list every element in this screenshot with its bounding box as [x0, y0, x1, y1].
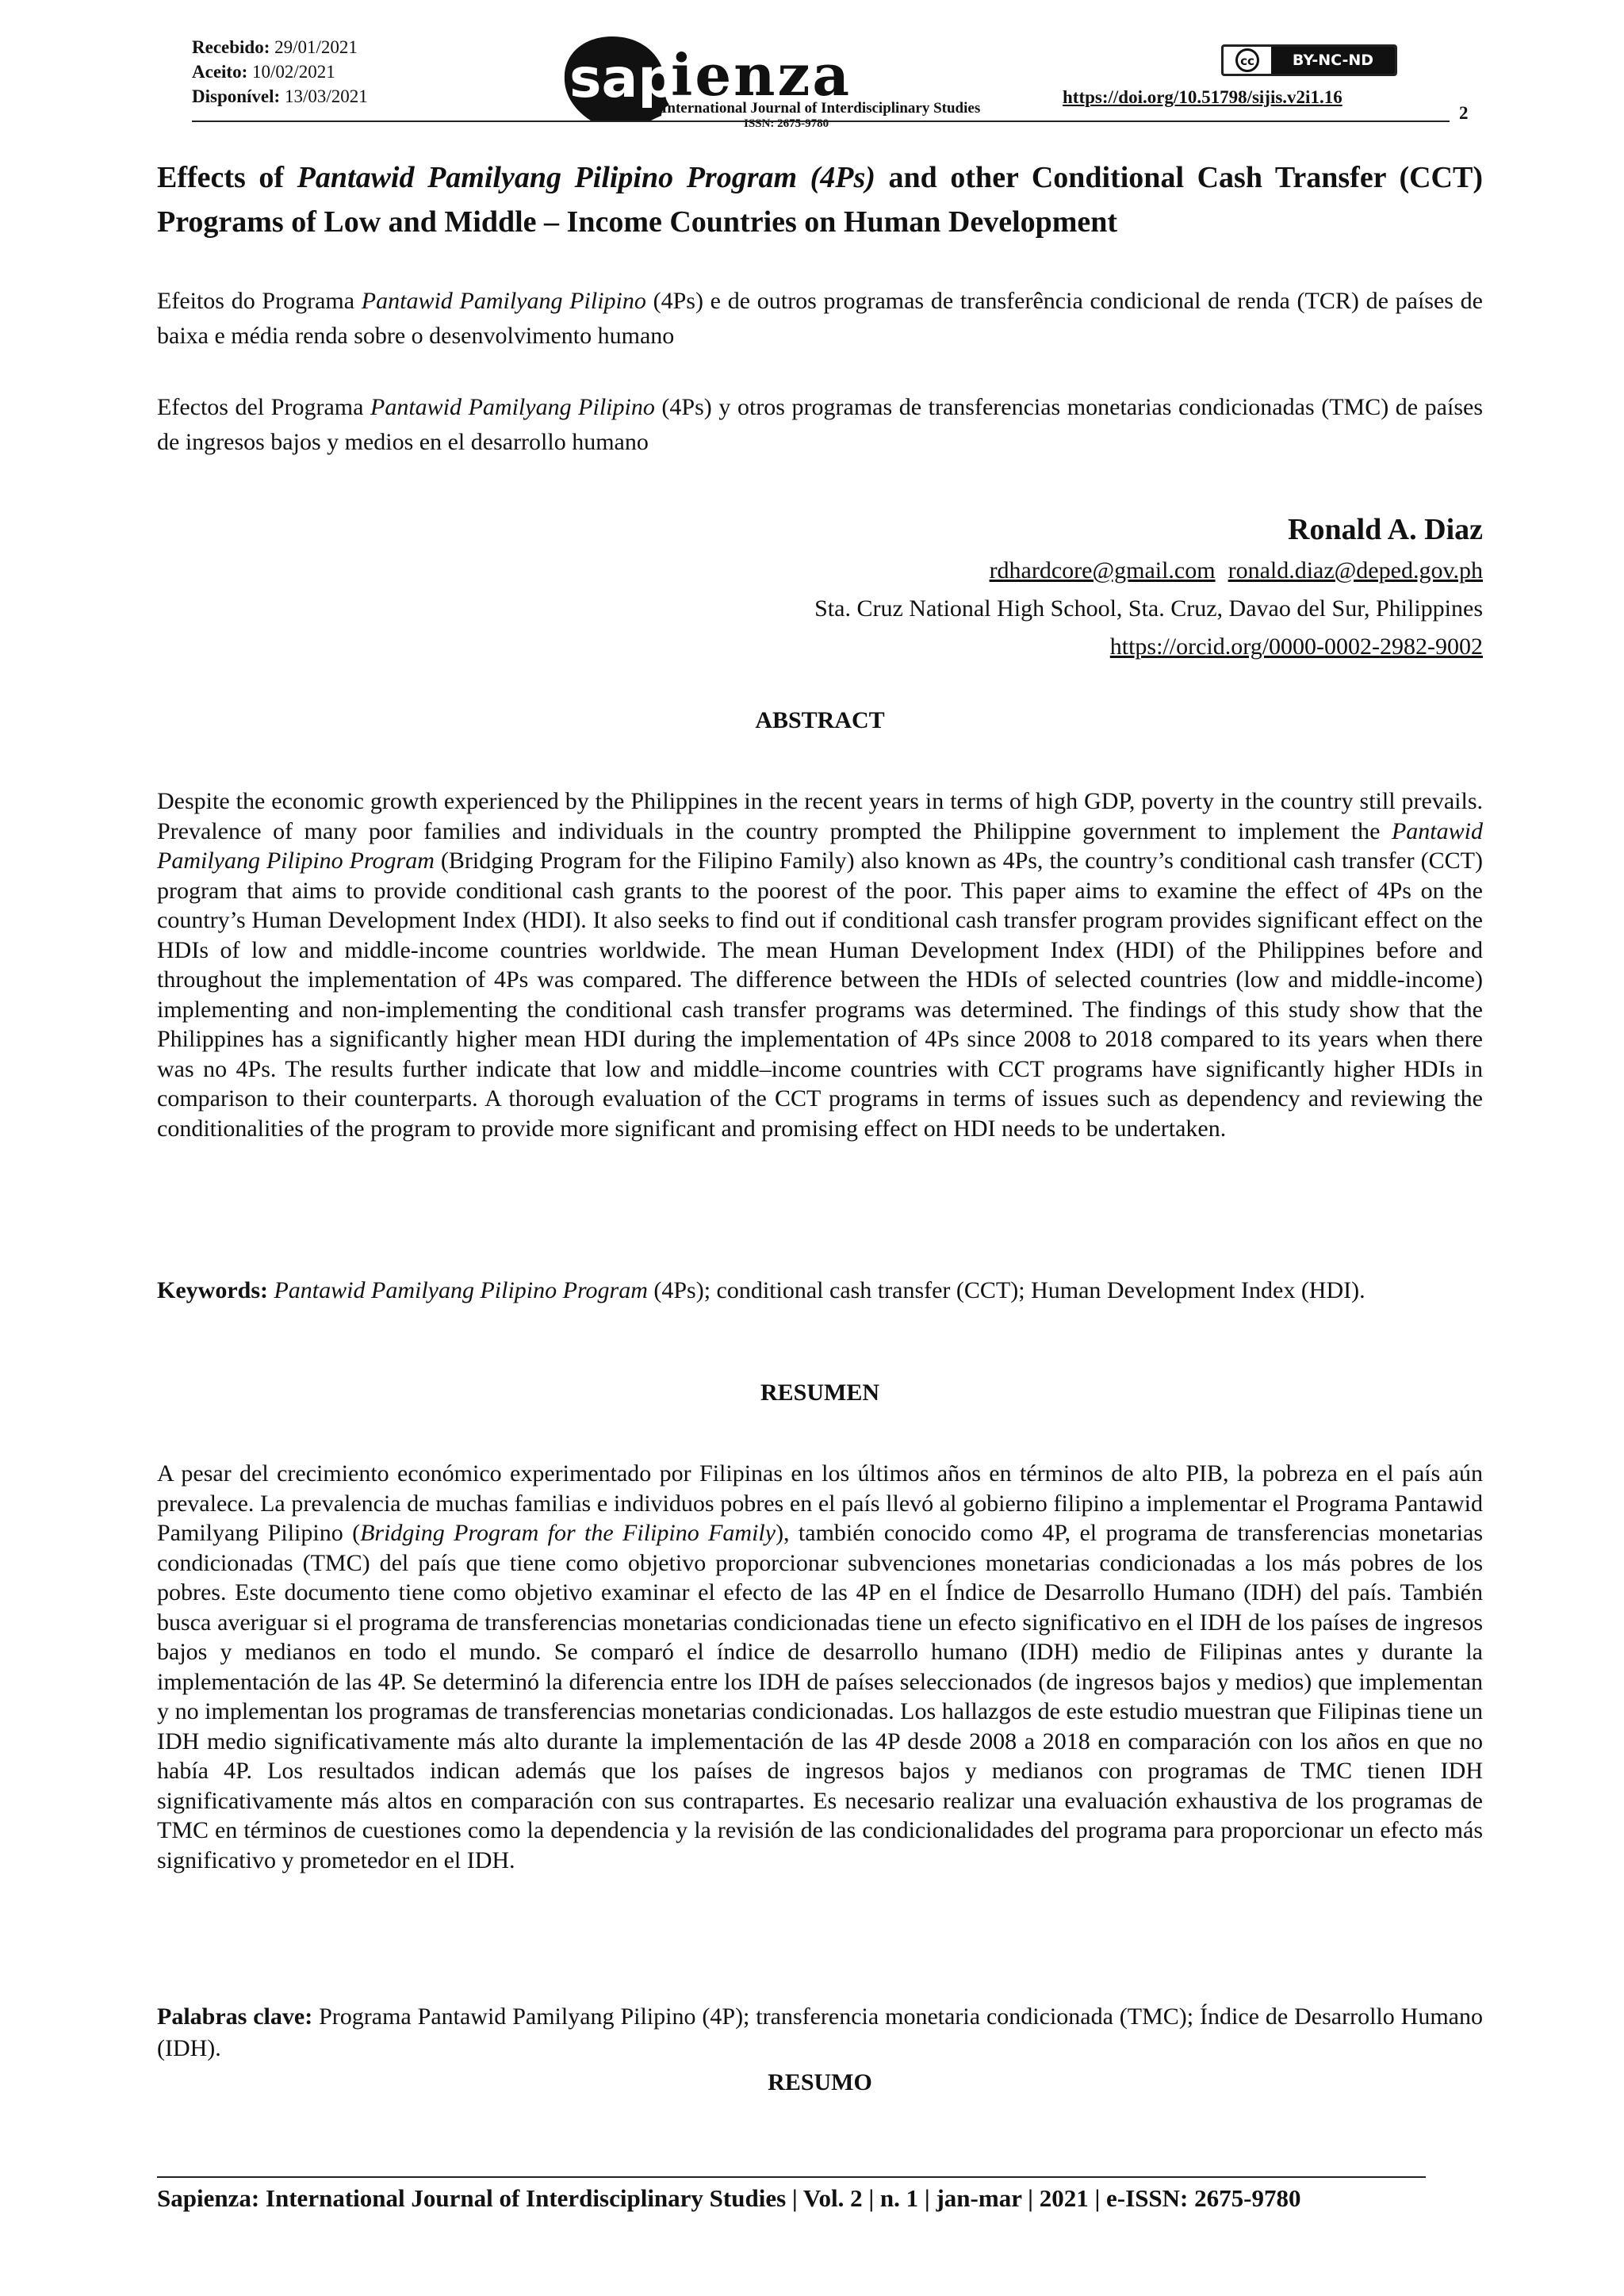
author-orcid — [814, 628, 1483, 666]
page-footer: Sapienza: International Journal of Interdisciplinary Studies | Vol. 2 | n. 1 | jan-mar | 2021 | e-ISSN: 2675-9780 — [157, 2184, 1301, 2212]
logo-text-right: ienza — [671, 41, 852, 109]
abstract-heading: ABSTRACT — [755, 707, 885, 733]
title-portuguese: Efeitos do Programa Pantawid Pamilyang Pilipino (4Ps) e de outros programas de transferência condicional de renda (TCR) de países de baixa e média renda sobre o desenvolvimento humano — [157, 288, 1483, 349]
license-label: BY-NC-ND — [1271, 47, 1395, 74]
abstract-text: Despite the economic growth experienced by the Philippines in the recent years in terms of high GDP, poverty in the country still prevails. Prevalence of many poor families and individuals in the country prompted the Philippine government to implement the Pantawid Pamilyang Pilipino Program (Bridging Program for the Filipino Family) also known as 4Ps, the country’s conditional cash transfer (CCT) program that aims to provide conditional cash grants to the poorest of the poor. This paper aims to examine the effect of 4Ps on the country’s Human Development Index (HDI). It also seeks to find out if conditional cash transfer program provides significant effect on the HDIs of low and middle-income countries worldwide. The mean Human Development Index (HDI) of the Philippines before and throughout the implementation of 4Ps was compared. The difference between the HDIs of selected countries (low and middle-income) implementing and non-implementing the conditional cash transfer programs was determined. The findings of this study show that the Philippines has a significantly higher mean HDI during the implementation of 4Ps since 2008 to 2018 compared to its years when there was no 4Ps. The results further indicate that low and middle–income countries with CCT programs have significantly higher HDIs in comparison to their counterparts. A thorough evaluation of the CCT programs in terms of issues such as dependency and reviewing the conditionalities of the program to provide more significant and promising effect on HDI needs to be undertaken. — [157, 788, 1483, 1142]
orcid-link[interactable]: https://orcid.org/0000-0002-2982-9002 — [1109, 633, 1483, 660]
footer-divider — [157, 2176, 1426, 2178]
author-email-link-2[interactable]: ronald.diaz@deped.gov.ph — [1228, 557, 1483, 584]
keywords: Keywords: Pantawid Pamilyang Pilipino Program (4Ps); conditional cash transfer (CCT); Human Development Index (HDI). — [157, 1277, 1365, 1303]
author-affiliation: Sta. Cruz National High School, Sta. Cruz, Davao del Sur, Philippines — [814, 595, 1483, 622]
available-date: Disponível: 13/03/2021 — [192, 86, 368, 106]
title-spanish: Efectos del Programa Pantawid Pamilyang Pilipino (4Ps) y otros programas de transferencias monetarias condicionadas (TMC) de países de ingresos bajos y medios en el desarrollo humano — [157, 394, 1483, 455]
license-badge[interactable] — [1221, 44, 1397, 76]
logo-subtitle: International Journal of Interdisciplinary Studies — [661, 100, 981, 117]
resumen-heading: RESUMEN — [760, 1380, 879, 1406]
logo-text-left: sap — [569, 48, 677, 110]
doi-link[interactable]: https://doi.org/10.51798/sijis.v2i1.16 — [1063, 87, 1342, 107]
submission-dates — [192, 35, 368, 109]
author-block — [814, 507, 1483, 666]
header-divider — [192, 121, 1450, 122]
journal-logo — [546, 33, 990, 128]
creative-commons-icon: cc — [1224, 47, 1271, 74]
author-emails — [814, 552, 1483, 590]
logo-issn: ISSN: 2675-9780 — [744, 117, 829, 128]
palabras-clave: Palabras clave: Programa Pantawid Pamilyang Pilipino (4P); transferencia monetaria condicionada (TMC); Índice de Desarrollo Humano (IDH). — [157, 2003, 1483, 2061]
resumen-text: A pesar del crecimiento económico experimentado por Filipinas en los últimos años en términos de alto PIB, la pobreza en el país aún prevalece. La prevalencia de muchas familias e individuos pobres en el país llevó al gobierno filipino a implementar el Programa Pantawid Pamilyang Pilipino (Bridging Program for the Filipino Family), también conocido como 4P, el programa de transferencias monetarias condicionadas (TMC) del país que tiene como objetivo proporcionar subvenciones monetarias condicionadas a los más pobres de los pobres. Este documento tiene como objetivo examinar el efecto de las 4P en el Índice de Desarrollo Humano (IDH) del país. También busca averiguar si el programa de transferencias monetarias condicionadas tiene un efecto significativo en el IDH de los países de ingresos bajos y medianos en todo el mundo. Se comparó el índice de desarrollo humano (IDH) medio de Filipinas antes y durante la implementación de las 4P. Se determinó la diferencia entre los IDH de países seleccionados (de ingresos bajos y medios) que implementan y no implementan los programas de transferencias monetarias condicionadas. Los hallazgos de este estudio muestran que Filipinas tiene un IDH medio significativamente más alto durante la implementación de las 4P desde 2008 a 2018 en comparación con los años en que no había 4P. Los resultados indican además que los países de ingresos bajos y medianos con programas de TMC tienen IDH significativamente más altos en comparación con sus contrapartes. Es necesario realizar una evaluación exhaustiva de los programas de TMC en términos de cuestiones como la dependencia y la revisión de las condicionalidades del programa para proporcionar un efecto más significativo y prometedor en el IDH. — [157, 1460, 1483, 1873]
author-email-link[interactable]: rdhardcore@gmail.com — [989, 557, 1216, 584]
received-date: Recebido: 29/01/2021 — [192, 37, 358, 57]
accepted-date: Aceito: 10/02/2021 — [192, 62, 335, 82]
author-name: Ronald A. Diaz — [1288, 513, 1483, 546]
article-title: Effects of Pantawid Pamilyang Pilipino Program (4Ps) and other Conditional Cash Transfer (CCT) Programs of Low and Middle – Income Countries on Human Development — [157, 161, 1483, 239]
page-number: 2 — [1459, 103, 1469, 123]
resumo-heading: RESUMO — [768, 2069, 872, 2095]
